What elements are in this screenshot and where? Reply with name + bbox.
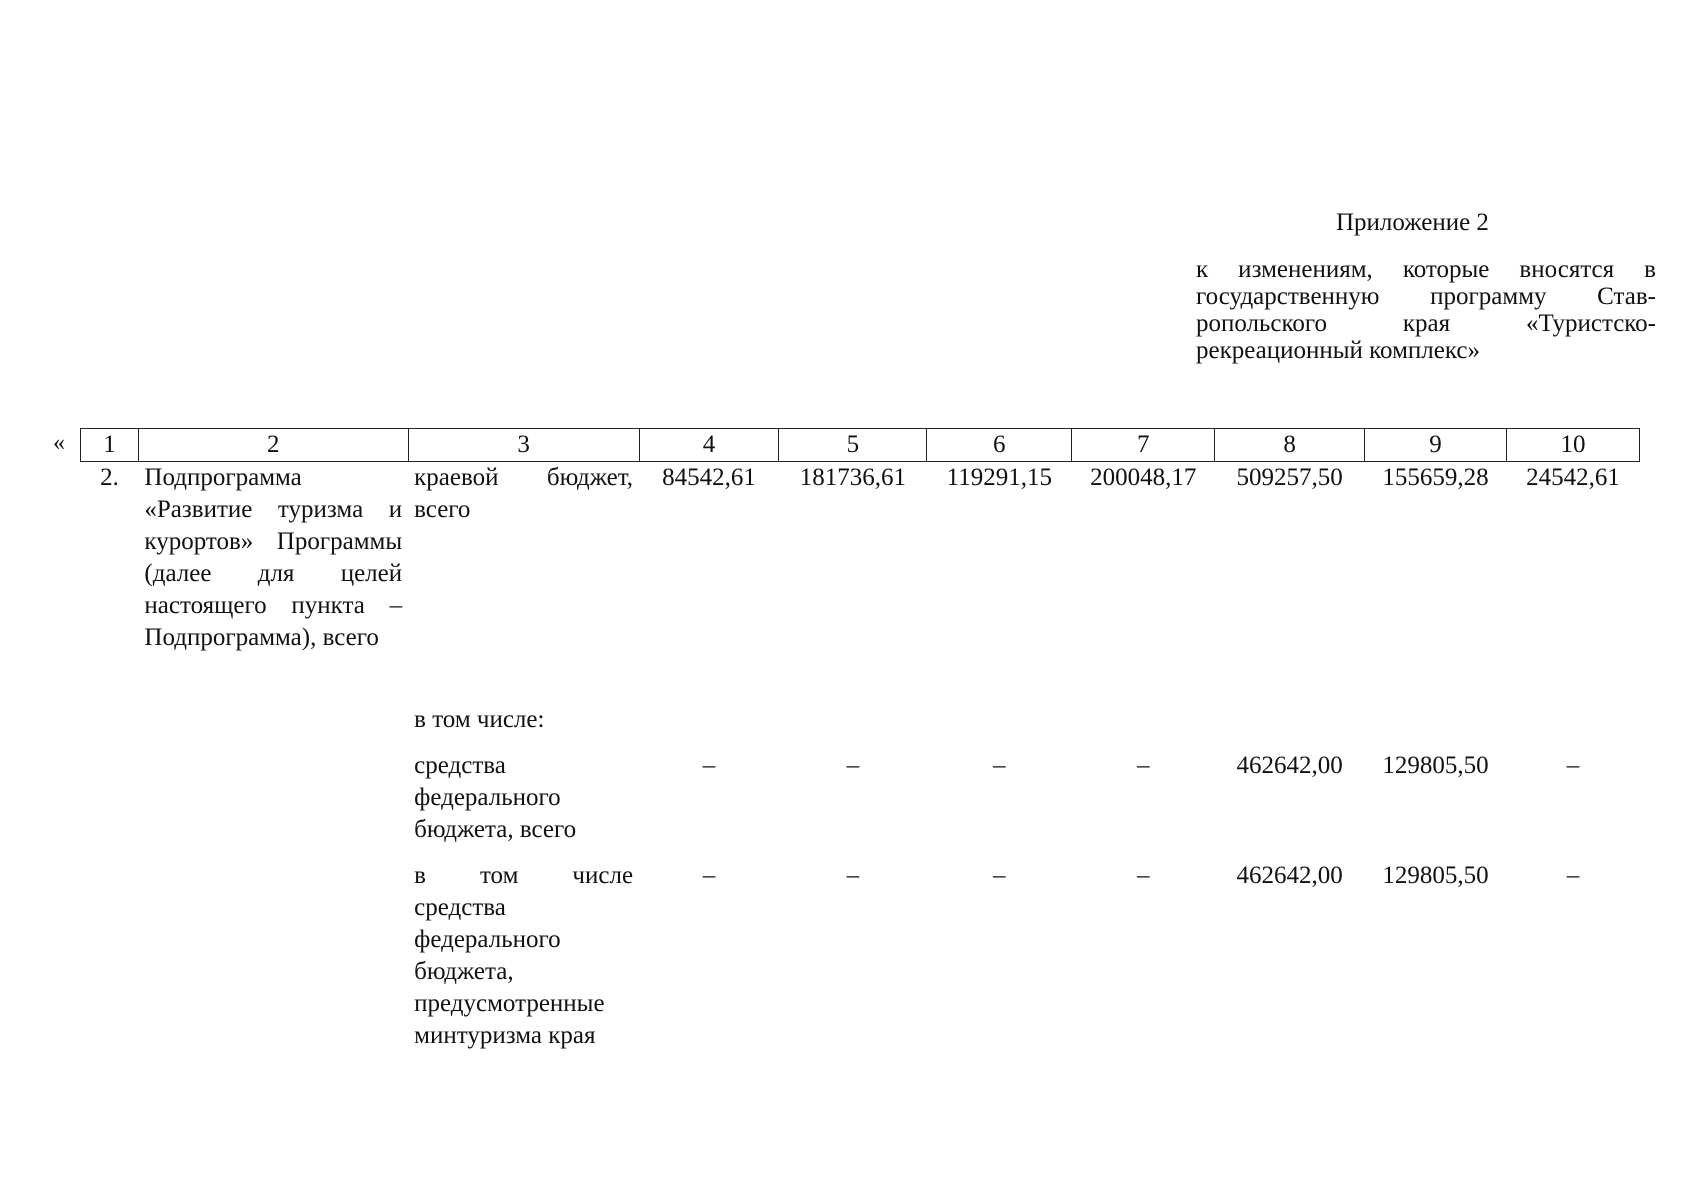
table-cell: – [1566,862,1580,889]
table-cell: – [993,752,1006,779]
row-label: в том числе: [414,706,545,733]
appendix-block [1196,209,1656,364]
appendix-line: государственную программу Став- [1196,283,1656,310]
column-header: 10 [1507,429,1640,462]
table-cell: 462642,00 [1236,752,1343,779]
column-header: 3 [408,429,639,462]
row-label: средства федерального бюджета, всего [414,752,577,843]
table-cell: – [1566,752,1580,779]
table-cell-empty [639,704,1639,736]
appendix-text [1196,256,1656,364]
appendix-line: ропольского края «Туристско- [1196,310,1656,337]
table-cell: – [702,862,716,889]
table-cell: – [702,752,716,779]
column-header: 7 [1072,429,1215,462]
row-label: в том числе средства федерального бюджета, предусмотренные минтуризма края [414,862,634,1049]
table-cell: 509257,50 [1236,464,1343,491]
column-header: 5 [779,429,927,462]
column-header: 1 [81,429,139,462]
column-header: 8 [1215,429,1365,462]
row-label: краевой бюджет, всего [414,464,634,523]
table-cell: – [1136,862,1150,889]
table-cell: 462642,00 [1236,862,1343,889]
appendix-title: Приложение 2 [1336,209,1489,236]
budget-table [80,428,1640,1052]
table-cell: – [993,862,1006,889]
appendix-line: к изменениям, которые вносятся в [1196,256,1656,283]
table-cell: 129805,50 [1382,752,1489,779]
table-cell: – [1136,752,1150,779]
table-cell: 155659,28 [1382,464,1489,491]
row-number: 2. [100,464,119,491]
table-cell: 181736,61 [799,464,907,491]
column-header: 2 [138,429,408,462]
column-header: 4 [639,429,779,462]
table-cell: 24542,61 [1526,464,1620,491]
table-row [81,462,1640,705]
header-row [81,429,1640,462]
appendix-line: рекреационный комплекс» [1196,337,1480,364]
table-cell: 200048,17 [1090,464,1197,491]
column-header: 6 [927,429,1072,462]
table-cell: 84542,61 [662,464,756,491]
table-cell: 119291,15 [946,464,1052,491]
table-cell: – [846,862,860,889]
column-header: 9 [1365,429,1507,462]
table-cell: 129805,50 [1382,862,1489,889]
opening-quote: « [53,430,65,456]
table-cell: – [846,752,860,779]
subprogram-name: Подпрограмма «Развитие туризма и курортов» Программы (далее для целей настоящего пункта – Подпрограмма), всего [144,464,403,651]
